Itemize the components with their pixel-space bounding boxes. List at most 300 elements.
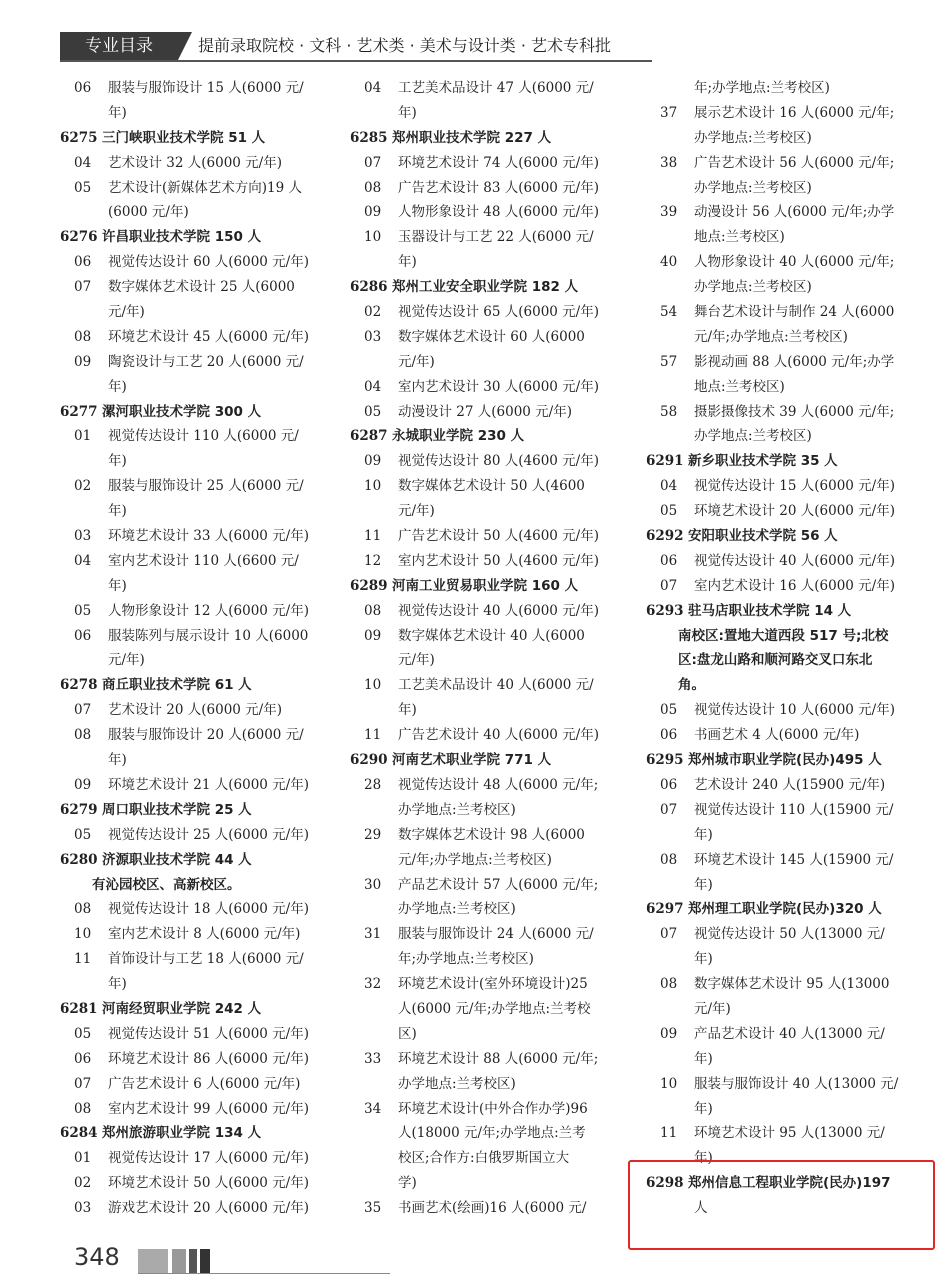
program-entry xyxy=(62,773,337,798)
program-entry xyxy=(352,300,622,325)
entry-continuation xyxy=(648,424,918,449)
program-entry xyxy=(62,549,337,574)
school-code: 6292 xyxy=(646,528,684,545)
entry-text: 服装与服饰设计 24 人(6000 元/ xyxy=(398,926,594,943)
school-entry xyxy=(352,574,622,599)
entry-continuation xyxy=(352,997,622,1022)
school-code: 6286 xyxy=(350,279,388,296)
entry-continuation xyxy=(352,698,622,723)
entry-continuation xyxy=(62,574,337,599)
entry-continuation xyxy=(648,126,918,151)
column-right xyxy=(648,76,918,1221)
entry-text: 人(18000 元/年;办学地点:兰考 xyxy=(398,1125,586,1142)
entry-text: 角。 xyxy=(678,677,705,694)
entry-text: 玉器设计与工艺 22 人(6000 元/ xyxy=(398,229,594,246)
entry-text: 校区;合作方:白俄罗斯国立大 xyxy=(398,1150,570,1167)
program-entry xyxy=(352,922,622,947)
entry-text: 元/年;办学地点:兰考校区) xyxy=(694,328,848,345)
entry-text: 产品艺术设计 57 人(6000 元/年; xyxy=(398,876,599,893)
entry-text: 影视动画 88 人(6000 元/年;办学 xyxy=(694,353,895,370)
program-code: 06 xyxy=(660,552,678,569)
entry-text: 广告艺术设计 50 人(4600 元/年) xyxy=(398,528,599,545)
school-entry xyxy=(352,126,622,151)
entry-continuation xyxy=(352,848,622,873)
school-code: 6285 xyxy=(350,129,388,146)
entry-text: 视觉传达设计 48 人(6000 元/年; xyxy=(398,776,599,793)
entry-text: 地点:兰考校区) xyxy=(694,229,785,246)
entry-text: 年) xyxy=(108,577,127,594)
school-code: 6281 xyxy=(60,1000,98,1017)
program-code: 01 xyxy=(74,1150,92,1167)
program-code: 06 xyxy=(74,254,92,271)
program-entry xyxy=(62,325,337,350)
entry-continuation xyxy=(62,200,337,225)
entry-text: 区:盘龙山路和顺河路交叉口东北 xyxy=(678,652,873,669)
program-code: 07 xyxy=(74,279,92,296)
header-rule xyxy=(60,60,652,62)
school-entry xyxy=(62,400,337,425)
school-name: 商丘职业技术学院 61 人 xyxy=(102,677,252,694)
program-entry xyxy=(648,773,918,798)
program-code: 03 xyxy=(74,528,92,545)
program-code: 37 xyxy=(660,104,678,121)
school-entry xyxy=(62,997,337,1022)
entry-continuation xyxy=(352,1171,622,1196)
program-entry xyxy=(648,499,918,524)
program-entry xyxy=(62,947,337,972)
entry-continuation xyxy=(648,375,918,400)
program-code: 05 xyxy=(74,1025,92,1042)
entry-text: 环境艺术设计 95 人(13000 元/ xyxy=(694,1125,885,1142)
entry-text: 地点:兰考校区) xyxy=(694,378,785,395)
entry-text: 人物形象设计 48 人(6000 元/年) xyxy=(398,204,599,221)
program-entry xyxy=(352,474,622,499)
program-entry xyxy=(648,1072,918,1097)
entry-text: 环境艺术设计 33 人(6000 元/年) xyxy=(108,528,309,545)
program-code: 05 xyxy=(660,503,678,520)
header-title: 提前录取院校 · 文科 · 艺术类 · 美术与设计类 · 艺术专科批 xyxy=(198,36,612,55)
entry-text: 年) xyxy=(694,951,713,968)
entry-continuation xyxy=(648,325,918,350)
school-name: 郑州信息工程职业学院(民办)197 xyxy=(688,1175,891,1192)
school-note xyxy=(648,673,918,698)
entry-continuation xyxy=(648,76,918,101)
entry-text: 书画艺术 4 人(6000 元/年) xyxy=(694,727,860,744)
program-entry xyxy=(352,200,622,225)
entry-text: 视觉传达设计 110 人(6000 元/ xyxy=(108,428,299,445)
entry-continuation xyxy=(352,1022,622,1047)
program-entry xyxy=(352,599,622,624)
program-entry xyxy=(62,1072,337,1097)
program-code: 08 xyxy=(660,851,678,868)
program-entry xyxy=(352,723,622,748)
entry-text: 年) xyxy=(694,1050,713,1067)
program-code: 04 xyxy=(364,80,382,96)
entry-text: 环境艺术设计 45 人(6000 元/年) xyxy=(108,328,309,345)
entry-text: 视觉传达设计 40 人(6000 元/年) xyxy=(694,552,895,569)
entry-text: 年) xyxy=(398,104,417,121)
entry-continuation xyxy=(352,1146,622,1171)
entry-continuation xyxy=(648,275,918,300)
program-code: 07 xyxy=(660,926,678,943)
program-entry xyxy=(648,1022,918,1047)
program-entry xyxy=(62,1097,337,1122)
column-middle xyxy=(352,76,622,1221)
entry-text: 工艺美术品设计 40 人(6000 元/ xyxy=(398,677,594,694)
entry-text: 数字媒体艺术设计 98 人(6000 xyxy=(398,826,585,843)
school-name: 周口职业技术学院 25 人 xyxy=(102,801,252,818)
program-code: 10 xyxy=(364,229,382,246)
program-code: 06 xyxy=(74,1050,92,1067)
entry-text: 元/年;办学地点:兰考校区) xyxy=(398,851,552,868)
entry-text: 数字媒体艺术设计 25 人(6000 xyxy=(108,279,295,296)
program-code: 29 xyxy=(364,826,382,843)
program-code: 06 xyxy=(660,727,678,744)
program-entry xyxy=(648,474,918,499)
school-entry xyxy=(352,748,622,773)
program-entry xyxy=(62,275,337,300)
program-entry xyxy=(62,698,337,723)
entry-text: 广告艺术设计 56 人(6000 元/年; xyxy=(694,154,895,171)
entry-text: 环境艺术设计 21 人(6000 元/年) xyxy=(108,776,309,793)
program-code: 09 xyxy=(74,353,92,370)
entry-text: 艺术设计 240 人(15900 元/年) xyxy=(694,776,886,793)
program-code: 07 xyxy=(74,702,92,719)
program-code: 57 xyxy=(660,353,678,370)
entry-text: 室内艺术设计 8 人(6000 元/年) xyxy=(108,926,301,943)
program-code: 08 xyxy=(364,602,382,619)
program-entry xyxy=(648,400,918,425)
entry-text: 环境艺术设计 74 人(6000 元/年) xyxy=(398,154,599,171)
program-code: 05 xyxy=(364,403,382,420)
entry-text: 摄影摄像技术 39 人(6000 元/年; xyxy=(694,403,895,420)
program-code: 08 xyxy=(74,901,92,918)
entry-text: 年) xyxy=(108,503,127,520)
program-code: 09 xyxy=(364,204,382,221)
program-entry xyxy=(62,1171,337,1196)
entry-text: 学) xyxy=(398,1175,417,1192)
school-name: 河南经贸职业学院 242 人 xyxy=(102,1000,262,1017)
program-entry xyxy=(648,798,918,823)
entry-text: 元/年) xyxy=(694,1000,731,1017)
school-code: 6277 xyxy=(60,403,98,420)
program-entry xyxy=(62,897,337,922)
entry-text: 服装与服饰设计 40 人(13000 元/ xyxy=(694,1075,899,1092)
footer-deco-bar xyxy=(138,1249,168,1273)
program-code: 11 xyxy=(660,1125,678,1142)
entry-continuation xyxy=(352,1121,622,1146)
entry-text: 数字媒体艺术设计 50 人(4600 xyxy=(398,478,585,495)
program-entry xyxy=(352,823,622,848)
program-entry xyxy=(62,723,337,748)
program-entry xyxy=(62,424,337,449)
entry-continuation xyxy=(62,101,337,126)
entry-continuation xyxy=(648,997,918,1022)
school-code: 6280 xyxy=(60,851,98,868)
entry-text: 人物形象设计 40 人(6000 元/年; xyxy=(694,254,895,271)
entry-continuation xyxy=(352,499,622,524)
program-entry xyxy=(648,1121,918,1146)
program-entry xyxy=(352,225,622,250)
program-entry xyxy=(62,922,337,947)
entry-text: 办学地点:兰考校区) xyxy=(398,801,516,818)
program-entry xyxy=(648,972,918,997)
entry-text: 年) xyxy=(108,976,127,993)
entry-continuation xyxy=(648,823,918,848)
entry-text: 工艺美术品设计 47 人(6000 元/ xyxy=(398,80,594,96)
program-entry xyxy=(352,375,622,400)
program-entry xyxy=(62,1047,337,1072)
school-entry xyxy=(648,524,918,549)
program-code: 05 xyxy=(74,826,92,843)
program-entry xyxy=(352,873,622,898)
section-label: 专业目录 xyxy=(60,32,178,60)
school-note xyxy=(648,624,918,649)
program-entry xyxy=(62,599,337,624)
entry-text: 产品艺术设计 40 人(13000 元/ xyxy=(694,1025,885,1042)
entry-continuation xyxy=(62,648,337,673)
school-code: 6293 xyxy=(646,602,684,619)
entry-text: 环境艺术设计 20 人(6000 元/年) xyxy=(694,503,895,520)
entry-continuation xyxy=(62,300,337,325)
program-code: 08 xyxy=(660,976,678,993)
program-entry xyxy=(648,723,918,748)
program-code: 33 xyxy=(364,1050,382,1067)
entry-text: 动漫设计 27 人(6000 元/年) xyxy=(398,403,572,420)
school-code: 6289 xyxy=(350,577,388,594)
school-code: 6298 xyxy=(646,1175,684,1192)
entry-text: 艺术设计(新媒体艺术方向)19 人 xyxy=(108,179,303,196)
program-entry xyxy=(62,1022,337,1047)
page-number: 348 xyxy=(74,1243,120,1271)
entry-text: 办学地点:兰考校区) xyxy=(694,428,812,445)
entry-continuation xyxy=(62,449,337,474)
program-code: 07 xyxy=(364,154,382,171)
entry-continuation xyxy=(62,499,337,524)
entry-text: 广告艺术设计 40 人(6000 元/年) xyxy=(398,727,599,744)
entry-continuation xyxy=(352,350,622,375)
entry-text: (6000 元/年) xyxy=(108,204,189,221)
school-code: 6279 xyxy=(60,801,98,818)
program-entry xyxy=(352,151,622,176)
program-entry xyxy=(352,176,622,201)
school-name: 驻马店职业技术学院 14 人 xyxy=(688,602,852,619)
program-code: 30 xyxy=(364,876,382,893)
entry-text: 艺术设计 20 人(6000 元/年) xyxy=(108,702,282,719)
program-code: 08 xyxy=(74,328,92,345)
school-name: 郑州理工职业学院(民办)320 人 xyxy=(688,901,882,918)
entry-continuation xyxy=(648,225,918,250)
entry-text: 办学地点:兰考校区) xyxy=(694,279,812,296)
program-code: 54 xyxy=(660,304,678,321)
program-code: 09 xyxy=(74,776,92,793)
school-name: 郑州旅游职业学院 134 人 xyxy=(102,1125,262,1142)
entry-text: 年) xyxy=(398,702,417,719)
entry-text: 年) xyxy=(108,453,127,470)
program-entry xyxy=(648,574,918,599)
program-code: 32 xyxy=(364,976,382,993)
program-code: 39 xyxy=(660,204,678,221)
entry-text: 展示艺术设计 16 人(6000 元/年; xyxy=(694,104,895,121)
entry-continuation xyxy=(648,1047,918,1072)
entry-text: 数字媒体艺术设计 40 人(6000 xyxy=(398,627,585,644)
entry-text: 舞台艺术设计与制作 24 人(6000 xyxy=(694,304,895,321)
program-entry xyxy=(352,325,622,350)
program-code: 06 xyxy=(74,80,92,96)
entry-text: 首饰设计与工艺 18 人(6000 元/ xyxy=(108,951,304,968)
entry-text: 陶瓷设计与工艺 20 人(6000 元/ xyxy=(108,353,304,370)
program-entry xyxy=(352,1097,622,1122)
program-entry xyxy=(648,200,918,225)
program-code: 04 xyxy=(74,552,92,569)
footer-rule xyxy=(138,1273,390,1274)
footer-deco-bar xyxy=(172,1249,186,1273)
program-code: 10 xyxy=(364,478,382,495)
school-name: 济源职业技术学院 44 人 xyxy=(102,851,252,868)
entry-text: 数字媒体艺术设计 95 人(13000 xyxy=(694,976,890,993)
entry-text: 元/年) xyxy=(108,652,145,669)
program-entry xyxy=(648,922,918,947)
program-code: 34 xyxy=(364,1100,382,1117)
school-code: 6278 xyxy=(60,677,98,694)
school-code: 6284 xyxy=(60,1125,98,1142)
program-code: 06 xyxy=(74,627,92,644)
program-entry xyxy=(62,1196,337,1221)
entry-text: 书画艺术(绘画)16 人(6000 元/ xyxy=(398,1200,587,1217)
entry-text: 服装与服饰设计 15 人(6000 元/ xyxy=(108,80,304,96)
program-code: 04 xyxy=(74,154,92,171)
school-entry xyxy=(62,126,337,151)
school-name: 三门峡职业技术学院 51 人 xyxy=(102,129,266,146)
program-code: 07 xyxy=(660,801,678,818)
program-code: 06 xyxy=(660,776,678,793)
school-name: 新乡职业技术学院 35 人 xyxy=(688,453,838,470)
entry-text: 视觉传达设计 18 人(6000 元/年) xyxy=(108,901,309,918)
entry-text: 年) xyxy=(694,1100,713,1117)
program-code: 40 xyxy=(660,254,678,271)
program-entry xyxy=(648,101,918,126)
entry-text: 服装陈列与展示设计 10 人(6000 xyxy=(108,627,309,644)
school-name: 漯河职业技术学院 300 人 xyxy=(102,403,262,420)
school-code: 6297 xyxy=(646,901,684,918)
entry-text: 视觉传达设计 60 人(6000 元/年) xyxy=(108,254,309,271)
program-entry xyxy=(352,549,622,574)
highlight-box xyxy=(628,1160,935,1250)
entry-text: 室内艺术设计 110 人(6600 元/ xyxy=(108,552,299,569)
program-code: 10 xyxy=(364,677,382,694)
school-code: 6295 xyxy=(646,752,684,769)
entry-text: 广告艺术设计 83 人(6000 元/年) xyxy=(398,179,599,196)
program-entry xyxy=(62,176,337,201)
entry-text: 区) xyxy=(398,1025,417,1042)
entry-continuation xyxy=(648,176,918,201)
entry-text: 视觉传达设计 110 人(15900 元/ xyxy=(694,801,894,818)
entry-continuation xyxy=(352,101,622,126)
entry-text: 元/年) xyxy=(398,652,435,669)
entry-continuation xyxy=(648,873,918,898)
program-code: 31 xyxy=(364,926,382,943)
program-code: 35 xyxy=(364,1200,382,1217)
program-entry xyxy=(62,350,337,375)
column-left xyxy=(62,76,337,1221)
entry-text: 艺术设计 32 人(6000 元/年) xyxy=(108,154,282,171)
entry-text: 环境艺术设计 86 人(6000 元/年) xyxy=(108,1050,309,1067)
school-entry xyxy=(352,424,622,449)
entry-text: 人物形象设计 12 人(6000 元/年) xyxy=(108,602,309,619)
school-entry xyxy=(62,798,337,823)
entry-text: 有沁园校区、高新校区。 xyxy=(92,876,241,893)
program-entry xyxy=(62,76,337,101)
entry-text: 视觉传达设计 50 人(13000 元/ xyxy=(694,926,885,943)
entry-text: 人 xyxy=(694,1200,708,1217)
entry-text: 年) xyxy=(694,1150,713,1167)
entry-text: 环境艺术设计 50 人(6000 元/年) xyxy=(108,1175,309,1192)
page-header xyxy=(60,32,652,60)
entry-text: 动漫设计 56 人(6000 元/年;办学 xyxy=(694,204,895,221)
entry-text: 视觉传达设计 15 人(6000 元/年) xyxy=(694,478,895,495)
school-name: 永城职业学院 230 人 xyxy=(392,428,525,445)
school-name: 郑州职业技术学院 227 人 xyxy=(392,129,552,146)
school-entry xyxy=(648,599,918,624)
school-note xyxy=(648,648,918,673)
entry-text: 年) xyxy=(108,104,127,121)
school-entry xyxy=(352,275,622,300)
entry-text: 人(6000 元/年;办学地点:兰考校 xyxy=(398,1000,591,1017)
school-name: 许昌职业技术学院 150 人 xyxy=(102,229,262,246)
school-entry xyxy=(648,748,918,773)
entry-text: 办学地点:兰考校区) xyxy=(694,129,812,146)
entry-continuation xyxy=(62,375,337,400)
program-entry xyxy=(352,972,622,997)
school-entry xyxy=(62,225,337,250)
program-entry xyxy=(62,524,337,549)
program-entry xyxy=(648,250,918,275)
program-code: 02 xyxy=(74,478,92,495)
entry-text: 视觉传达设计 40 人(6000 元/年) xyxy=(398,602,599,619)
entry-continuation xyxy=(352,648,622,673)
program-code: 09 xyxy=(364,627,382,644)
entry-text: 元/年) xyxy=(398,503,435,520)
program-code: 28 xyxy=(364,776,382,793)
school-note xyxy=(62,873,337,898)
entry-text: 元/年) xyxy=(398,353,435,370)
entry-text: 视觉传达设计 51 人(6000 元/年) xyxy=(108,1025,309,1042)
program-code: 09 xyxy=(364,453,382,470)
program-code: 02 xyxy=(364,304,382,321)
entry-text: 视觉传达设计 17 人(6000 元/年) xyxy=(108,1150,309,1167)
entry-text: 视觉传达设计 25 人(6000 元/年) xyxy=(108,826,309,843)
program-code: 11 xyxy=(364,528,382,545)
program-code: 11 xyxy=(74,951,92,968)
entry-continuation xyxy=(352,1072,622,1097)
program-code: 01 xyxy=(74,428,92,445)
program-code: 03 xyxy=(74,1200,92,1217)
school-entry xyxy=(648,449,918,474)
program-entry xyxy=(62,624,337,649)
school-name: 郑州城市职业学院(民办)495 人 xyxy=(688,752,882,769)
program-entry xyxy=(648,350,918,375)
program-entry xyxy=(648,300,918,325)
school-code: 6276 xyxy=(60,229,98,246)
entry-text: 室内艺术设计 16 人(6000 元/年) xyxy=(694,577,895,594)
entry-text: 服装与服饰设计 25 人(6000 元/ xyxy=(108,478,304,495)
entry-text: 办学地点:兰考校区) xyxy=(398,1075,516,1092)
entry-continuation xyxy=(352,947,622,972)
program-code: 11 xyxy=(364,727,382,744)
program-code: 05 xyxy=(74,179,92,196)
program-entry xyxy=(648,151,918,176)
entry-text: 办学地点:兰考校区) xyxy=(694,179,812,196)
